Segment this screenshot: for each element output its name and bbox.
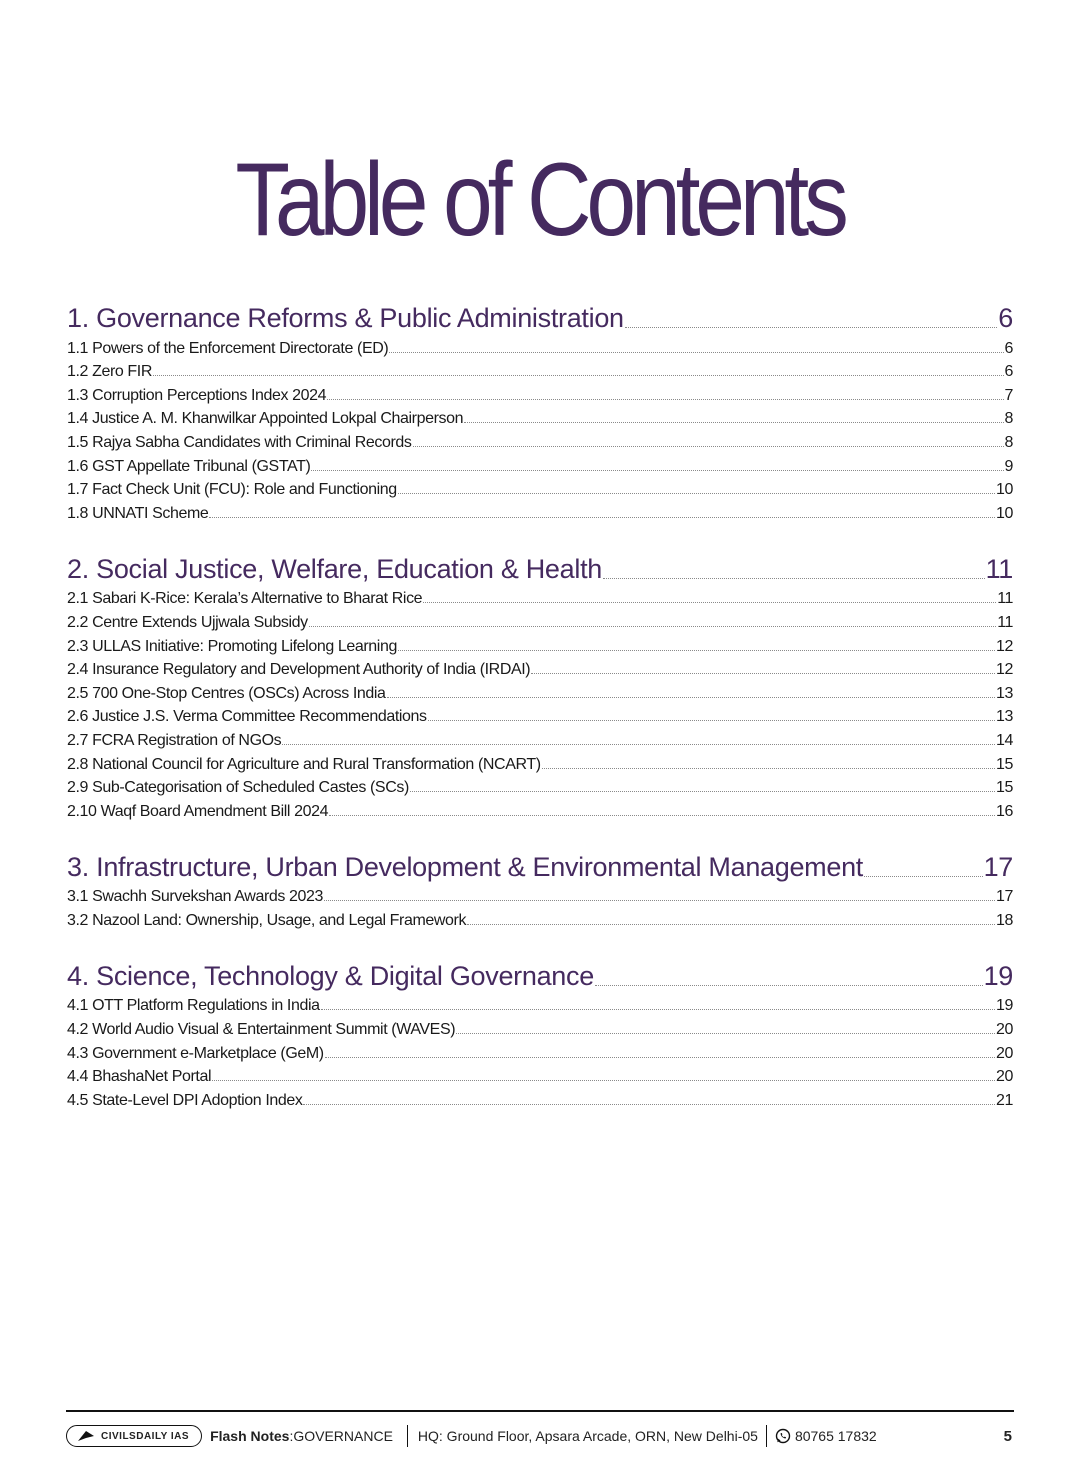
brand-name: CIVILSDAILY IAS bbox=[101, 1430, 190, 1442]
toc-entry-page: 13 bbox=[996, 708, 1013, 726]
toc-entry-page: 16 bbox=[996, 802, 1013, 820]
toc-entry-page: 12 bbox=[996, 661, 1013, 679]
dot-leader bbox=[387, 696, 995, 698]
toc-entry[interactable] bbox=[67, 476, 1013, 500]
toc-entry[interactable] bbox=[67, 703, 1013, 727]
toc-entry[interactable] bbox=[67, 358, 1013, 382]
toc-entry[interactable] bbox=[67, 585, 1013, 609]
dot-leader bbox=[398, 492, 995, 494]
toc-entry-label: 1.5 Rajya Sabha Candidates with Criminal Records bbox=[67, 433, 412, 451]
page-number: 5 bbox=[1003, 1427, 1012, 1445]
toc-section-heading[interactable] bbox=[67, 300, 1013, 334]
dot-leader bbox=[209, 516, 995, 518]
dot-leader bbox=[864, 875, 983, 877]
toc-entry-page: 13 bbox=[996, 684, 1013, 702]
toc-entry-page: 11 bbox=[997, 613, 1013, 631]
dot-leader bbox=[428, 719, 995, 721]
toc-entry[interactable] bbox=[67, 992, 1013, 1016]
toc-heading-page: 11 bbox=[985, 553, 1013, 584]
toc-entry-label: 4.1 OTT Platform Regulations in India bbox=[67, 997, 320, 1015]
toc-entry[interactable] bbox=[67, 797, 1013, 821]
dot-leader bbox=[625, 326, 998, 328]
toc-entry[interactable] bbox=[67, 608, 1013, 632]
toc-entry[interactable] bbox=[67, 632, 1013, 656]
toc-entry-label: 2.10 Waqf Board Amendment Bill 2024 bbox=[67, 802, 329, 820]
dot-leader bbox=[311, 469, 1003, 471]
toc-heading-label: 4. Science, Technology & Digital Governance bbox=[67, 960, 594, 991]
toc-section bbox=[67, 958, 1013, 1110]
toc-entry[interactable] bbox=[67, 1063, 1013, 1087]
toc-entry[interactable] bbox=[67, 883, 1013, 907]
toc-entry-label: 1.3 Corruption Perceptions Index 2024 bbox=[67, 386, 327, 404]
dot-leader bbox=[309, 625, 996, 627]
dot-leader bbox=[212, 1079, 995, 1081]
toc-entry[interactable] bbox=[67, 428, 1013, 452]
toc-entry-page: 7 bbox=[1004, 386, 1013, 404]
toc-entry[interactable] bbox=[67, 750, 1013, 774]
toc-entry[interactable] bbox=[67, 1015, 1013, 1039]
toc-entry-page: 17 bbox=[996, 888, 1013, 906]
dot-leader bbox=[595, 984, 983, 986]
toc-entry[interactable] bbox=[67, 1086, 1013, 1110]
toc-entry[interactable] bbox=[67, 499, 1013, 523]
toc-entry-label: 3.1 Swachh Survekshan Awards 2023 bbox=[67, 888, 324, 906]
toc-entry-label: 2.3 ULLAS Initiative: Promoting Lifelong Learning bbox=[67, 637, 397, 655]
toc-entry-page: 20 bbox=[996, 1044, 1013, 1062]
brand-mark-icon bbox=[77, 1430, 95, 1442]
toc-heading-label: 3. Infrastructure, Urban Development & Environmental Management bbox=[67, 851, 864, 882]
toc-entry[interactable] bbox=[67, 334, 1013, 358]
dot-leader bbox=[413, 445, 1004, 447]
dot-leader bbox=[153, 374, 1003, 376]
toc-entry-label: 1.7 Fact Check Unit (FCU): Role and Functioning bbox=[67, 481, 397, 499]
toc-heading-label: 2. Social Justice, Welfare, Education & Health bbox=[67, 553, 602, 584]
footer-phone: 80765 17832 bbox=[775, 1428, 877, 1444]
toc-entry-page: 20 bbox=[996, 1021, 1013, 1039]
section-gap bbox=[67, 930, 1013, 958]
toc-entry-page: 12 bbox=[996, 637, 1013, 655]
footer-divider bbox=[407, 1425, 408, 1447]
toc-entry-page: 14 bbox=[996, 731, 1013, 749]
dot-leader bbox=[423, 601, 996, 603]
dot-leader bbox=[603, 577, 985, 579]
toc-entry-page: 6 bbox=[1004, 363, 1013, 381]
dot-leader bbox=[321, 1008, 995, 1010]
toc-entry-page: 20 bbox=[996, 1068, 1013, 1086]
page-footer bbox=[66, 1410, 1014, 1445]
dot-leader bbox=[329, 814, 995, 816]
toc-section-heading[interactable] bbox=[67, 849, 1013, 883]
toc-entry-page: 15 bbox=[996, 779, 1013, 797]
toc-entry-label: 2.4 Insurance Regulatory and Development Authority of India (IRDAI) bbox=[67, 661, 531, 679]
toc-entry[interactable] bbox=[67, 774, 1013, 798]
toc-entry-label: 1.1 Powers of the Enforcement Directorate (ED) bbox=[67, 339, 389, 357]
toc-entry[interactable] bbox=[67, 656, 1013, 680]
toc-entry-label: 1.2 Zero FIR bbox=[67, 363, 153, 381]
dot-leader bbox=[325, 1056, 995, 1058]
toc-entry-page: 21 bbox=[996, 1091, 1013, 1109]
whatsapp-icon bbox=[775, 1428, 791, 1444]
toc-heading-page: 6 bbox=[998, 303, 1013, 333]
table-of-contents bbox=[67, 300, 1013, 1110]
toc-entry-label: 2.6 Justice J.S. Verma Committee Recommendations bbox=[67, 708, 427, 726]
dot-leader bbox=[467, 923, 995, 925]
footer-address: HQ: Ground Floor, Apsara Arcade, ORN, New Delhi-05 bbox=[417, 1428, 758, 1444]
toc-entry-label: 4.2 World Audio Visual & Entertainment Summit (WAVES) bbox=[67, 1021, 456, 1039]
dot-leader bbox=[327, 398, 1003, 400]
dot-leader bbox=[398, 649, 995, 651]
toc-entry-label: 2.9 Sub-Categorisation of Scheduled Castes (SCs) bbox=[67, 779, 409, 797]
toc-entry-page: 9 bbox=[1004, 457, 1013, 475]
toc-section-heading[interactable] bbox=[67, 958, 1013, 992]
toc-entry[interactable] bbox=[67, 381, 1013, 405]
toc-entry[interactable] bbox=[67, 405, 1013, 429]
toc-heading-page: 19 bbox=[983, 960, 1013, 991]
toc-entry-label: 4.4 BhashaNet Portal bbox=[67, 1068, 212, 1086]
toc-entry[interactable] bbox=[67, 452, 1013, 476]
page-title: Table of Contents bbox=[235, 142, 844, 258]
toc-section-heading[interactable] bbox=[67, 551, 1013, 585]
toc-entry-label: 2.7 FCRA Registration of NGOs bbox=[67, 731, 282, 749]
section-gap bbox=[67, 821, 1013, 849]
toc-entry-page: 18 bbox=[996, 911, 1013, 929]
toc-entry-label: 4.5 State-Level DPI Adoption Index bbox=[67, 1091, 303, 1109]
toc-entry-label: 1.8 UNNATI Scheme bbox=[67, 504, 209, 522]
toc-section bbox=[67, 300, 1013, 523]
toc-entry-page: 11 bbox=[997, 590, 1013, 608]
toc-entry-label: 2.2 Centre Extends Ujjwala Subsidy bbox=[67, 613, 308, 631]
toc-entry-page: 10 bbox=[996, 504, 1013, 522]
toc-entry-label: 3.2 Nazool Land: Ownership, Usage, and Legal Framework bbox=[67, 911, 467, 929]
dot-leader bbox=[456, 1032, 995, 1034]
toc-section bbox=[67, 849, 1013, 930]
section-gap bbox=[67, 523, 1013, 551]
toc-entry-page: 8 bbox=[1004, 410, 1013, 428]
toc-entry-label: 2.8 National Council for Agriculture and Rural Transformation (NCART) bbox=[67, 755, 541, 773]
toc-entry[interactable] bbox=[67, 726, 1013, 750]
toc-entry[interactable] bbox=[67, 1039, 1013, 1063]
dot-leader bbox=[531, 672, 995, 674]
toc-entry-page: 6 bbox=[1004, 339, 1013, 357]
publication-name: Flash Notes:GOVERNANCE bbox=[210, 1428, 393, 1444]
toc-section bbox=[67, 551, 1013, 821]
dot-leader bbox=[324, 899, 995, 901]
toc-heading-label: 1. Governance Reforms & Public Administration bbox=[67, 303, 624, 333]
brand-logo bbox=[66, 1425, 202, 1447]
dot-leader bbox=[464, 421, 1003, 423]
toc-entry-label: 2.5 700 One-Stop Centres (OSCs) Across India bbox=[67, 684, 386, 702]
toc-entry-page: 19 bbox=[996, 997, 1013, 1015]
dot-leader bbox=[410, 790, 995, 792]
dot-leader bbox=[542, 767, 995, 769]
toc-entry-label: 1.4 Justice A. M. Khanwilkar Appointed Lokpal Chairperson bbox=[67, 410, 464, 428]
toc-entry-label: 1.6 GST Appellate Tribunal (GSTAT) bbox=[67, 457, 311, 475]
footer-divider bbox=[766, 1425, 767, 1447]
toc-entry-page: 15 bbox=[996, 755, 1013, 773]
toc-entry[interactable] bbox=[67, 679, 1013, 703]
dot-leader bbox=[303, 1103, 995, 1105]
toc-entry-label: 4.3 Government e-Marketplace (GeM) bbox=[67, 1044, 324, 1062]
toc-entry[interactable] bbox=[67, 906, 1013, 930]
toc-entry-page: 8 bbox=[1004, 433, 1013, 451]
toc-entry-label: 2.1 Sabari K-Rice: Kerala’s Alternative to Bharat Rice bbox=[67, 590, 423, 608]
toc-heading-page: 17 bbox=[983, 851, 1013, 882]
dot-leader bbox=[282, 743, 995, 745]
toc-entry-page: 10 bbox=[996, 481, 1013, 499]
dot-leader bbox=[389, 351, 1003, 353]
